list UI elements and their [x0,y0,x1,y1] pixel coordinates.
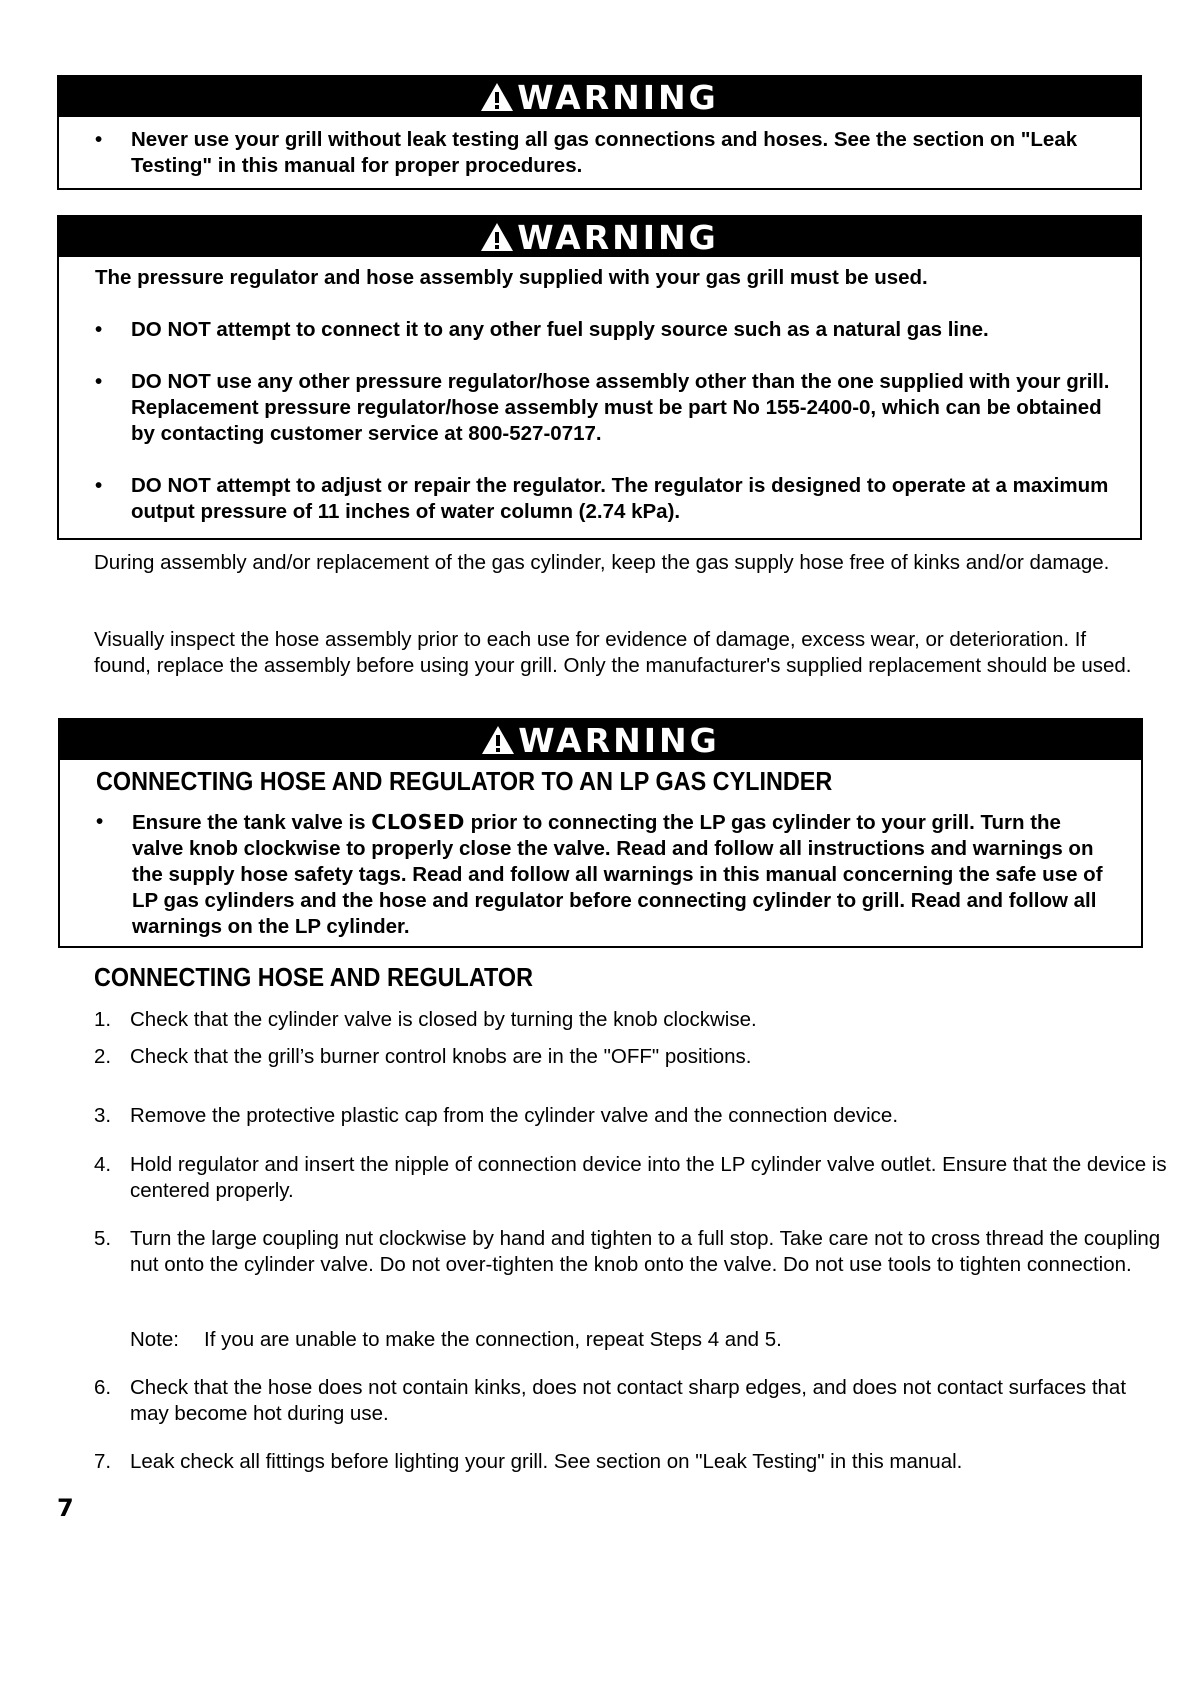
step-number: 7. [94,1450,112,1473]
step-number: 6. [94,1376,112,1399]
step-text: Check that the cylinder valve is closed by turning the knob clockwise. [130,1008,757,1031]
warning-triangle-icon [481,724,515,756]
warning-triangle-icon [480,221,514,253]
bullet-dot: • [96,810,104,833]
step-number: 3. [94,1104,112,1127]
step-item [94,1152,1170,1204]
step-item [94,1103,1170,1129]
step-text: Hold regulator and insert the nipple of connection device into the LP cylinder valve outlet. Ensure that the device is centered properly. [130,1153,1167,1202]
warning-bullet [95,369,1110,447]
bullet-dot: • [95,318,103,341]
step-item [94,1226,1170,1278]
section-heading: CONNECTING HOSE AND REGULATOR [94,962,533,992]
step-text: Turn the large coupling nut clockwise by hand and tighten to a full stop. Take care not to cross thread the coupling nut onto the cylinder valve. Do not over-tighten the knob onto the valve. Do not use tools to tighten connection. [130,1227,1161,1276]
note [94,1327,1170,1353]
step-item [94,1044,1170,1070]
section-heading: CONNECTING HOSE AND REGULATOR TO AN LP GAS CYLINDER [96,766,833,796]
step-number: 2. [94,1045,112,1068]
closed-emphasis: CLOSED [371,810,465,834]
warning-bullet [96,809,1111,940]
warning-box-3 [58,718,1143,948]
step-number: 5. [94,1227,112,1250]
warning-triangle-icon [480,81,514,113]
note-label: Note: [130,1328,179,1351]
warning-header [59,217,1140,257]
warning-bullet [95,127,1110,179]
bullet-text: DO NOT attempt to connect it to any other fuel supply source such as a natural gas line. [131,318,989,341]
page-number: 7 [57,1494,74,1522]
step-number: 1. [94,1008,112,1031]
note-text: If you are unable to make the connection, repeat Steps 4 and 5. [204,1328,782,1351]
bullet-text: DO NOT use any other pressure regulator/hose assembly other than the one supplied with your grill. Replacement pressure regulator/hose assembly must be part No 155-2400-0, which can be obtained by contacting customer service at 800-527-0717. [131,370,1110,445]
warning-box-1 [57,75,1142,190]
warning-title: WARNING [517,217,719,257]
bullet-dot: • [95,128,103,151]
warning-intro: The pressure regulator and hose assembly supplied with your gas grill must be used. [95,266,928,289]
step-text: Leak check all fittings before lighting your grill. See section on "Leak Testing" in this manual. [130,1450,963,1473]
step-item [94,1449,1170,1475]
step-item [94,1007,1170,1033]
bullet-text: DO NOT attempt to adjust or repair the regulator. The regulator is designed to operate at a maximum output pressure of 11 inches of water column (2.74 kPa). [131,474,1109,523]
warning-title: WARNING [517,77,719,117]
warning-title: WARNING [518,720,720,760]
warning-bullet [95,473,1110,525]
bullet-text: Never use your grill without leak testing all gas connections and hoses. See the section on "Leak Testing" in this manual for proper procedures. [131,128,1078,177]
step-item [94,1375,1170,1427]
step-text: Check that the hose does not contain kinks, does not contact sharp edges, and does not contact surfaces that may become hot during use. [130,1376,1127,1425]
bullet-text-pre: Ensure the tank valve is [132,811,366,834]
warning-header [59,77,1140,117]
bullet-dot: • [95,474,103,497]
body-paragraph: Visually inspect the hose assembly prior to each use for evidence of damage, excess wear, or deterioration. If found, replace the assembly before using your grill. Only the manufacturer's supplied replacement should be used. [94,628,1132,677]
warning-bullet [95,317,1110,343]
step-text: Remove the protective plastic cap from the cylinder valve and the connection device. [130,1104,899,1127]
body-paragraph: During assembly and/or replacement of the gas cylinder, keep the gas supply hose free of kinks and/or damage. [94,551,1110,574]
bullet-dot: • [95,370,103,393]
step-text: Check that the grill’s burner control knobs are in the "OFF" positions. [130,1045,752,1068]
warning-header [60,720,1141,760]
bullet-text-post: prior to connecting the LP gas cylinder to your grill. Turn the valve knob clockwise to properly close the valve. Read and follow all instructions and warnings on the supply hose safety tags. Read and follow all warnings in this manual concerning the safe use of LP gas cylinders and the hose and regulator before connecting cylinder to grill. Read and follow all warnings on the LP cylinder. [132,811,1103,938]
step-number: 4. [94,1153,112,1176]
warning-box-2 [57,215,1142,540]
